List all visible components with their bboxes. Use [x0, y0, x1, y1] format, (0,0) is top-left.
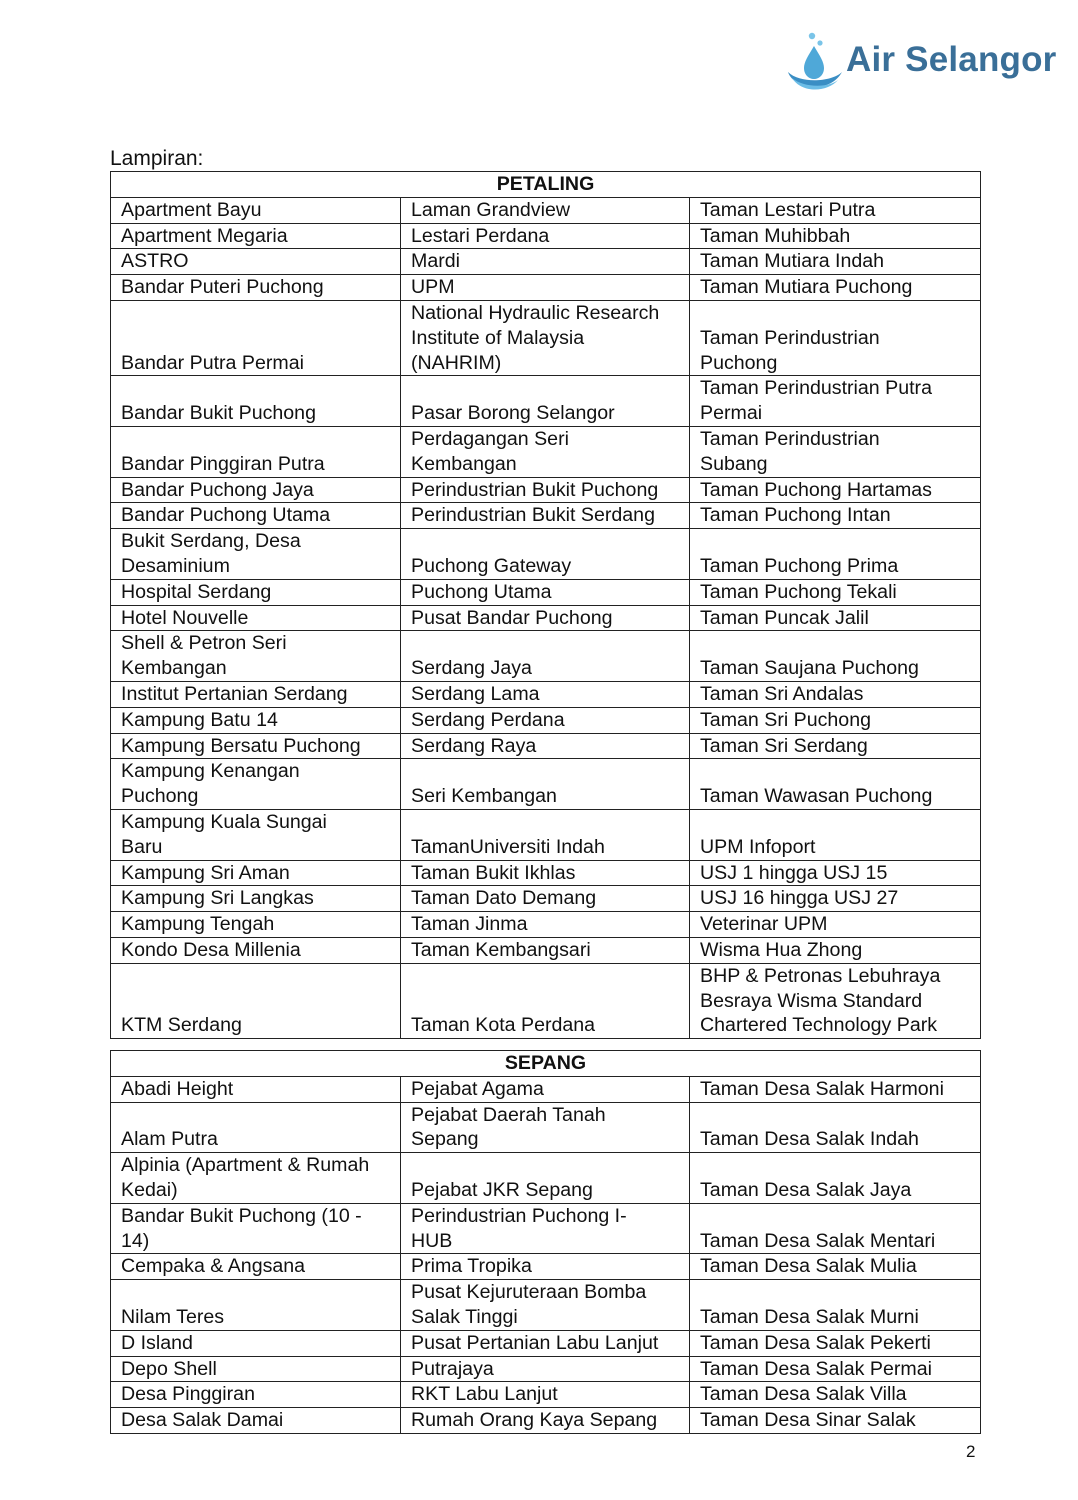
location-cell: Pusat Bandar Puchong — [401, 605, 690, 631]
location-cell: Serdang Jaya — [401, 631, 690, 682]
location-cell: Kondo Desa Millenia — [111, 937, 401, 963]
table-row — [111, 223, 981, 249]
location-cell: Puchong Utama — [401, 579, 690, 605]
location-cell: Taman Perindustrian Putra Permai — [690, 376, 981, 427]
location-cell: Serdang Perdana — [401, 707, 690, 733]
location-cell: Pejabat JKR Sepang — [401, 1153, 690, 1204]
table-row — [111, 275, 981, 301]
table-row — [111, 249, 981, 275]
location-cell: Taman Jinma — [401, 912, 690, 938]
location-cell: Taman Sri Serdang — [690, 733, 981, 759]
location-cell: Taman Desa Salak Jaya — [690, 1153, 981, 1204]
location-cell: Bandar Bukit Puchong (10 - 14) — [111, 1203, 401, 1254]
table-row — [111, 759, 981, 810]
location-cell: Bandar Puchong Jaya — [111, 477, 401, 503]
location-cell: Kampung Bersatu Puchong — [111, 733, 401, 759]
location-cell: Kampung Sri Aman — [111, 860, 401, 886]
brand-logo — [784, 30, 1074, 100]
table-row — [111, 886, 981, 912]
location-cell: Bandar Bukit Puchong — [111, 376, 401, 427]
location-cell: Mardi — [401, 249, 690, 275]
location-cell: Hotel Nouvelle — [111, 605, 401, 631]
table-row — [111, 1076, 981, 1102]
table-row — [111, 1102, 981, 1153]
location-cell: Depo Shell — [111, 1356, 401, 1382]
location-cell: Seri Kembangan — [401, 759, 690, 810]
location-cell: Bandar Putra Permai — [111, 300, 401, 375]
location-cell: Taman Desa Salak Pekerti — [690, 1330, 981, 1356]
location-cell: RKT Labu Lanjut — [401, 1382, 690, 1408]
table-row — [111, 1356, 981, 1382]
location-cell: UPM — [401, 275, 690, 301]
table-row — [111, 963, 981, 1038]
location-cell: Taman Perindustrian Subang — [690, 426, 981, 477]
table-row — [111, 860, 981, 886]
location-cell: Bandar Pinggiran Putra — [111, 426, 401, 477]
location-cell: Taman Mutiara Puchong — [690, 275, 981, 301]
location-cell: Abadi Height — [111, 1076, 401, 1102]
location-cell: Taman Desa Salak Permai — [690, 1356, 981, 1382]
location-cell: Serdang Lama — [401, 681, 690, 707]
location-cell: Pusat Pertanian Labu Lanjut — [401, 1330, 690, 1356]
table-row — [111, 426, 981, 477]
water-drop-logo-icon — [784, 30, 846, 96]
location-cell: Bandar Puchong Utama — [111, 503, 401, 529]
table-row — [111, 631, 981, 682]
location-cell: Taman Puchong Intan — [690, 503, 981, 529]
location-cell: Taman Sri Puchong — [690, 707, 981, 733]
location-cell: Apartment Bayu — [111, 197, 401, 223]
petaling-title: PETALING — [111, 172, 981, 198]
table-row — [111, 809, 981, 860]
table-row — [111, 1203, 981, 1254]
location-cell: Alpinia (Apartment & Rumah Kedai) — [111, 1153, 401, 1204]
location-cell: Putrajaya — [401, 1356, 690, 1382]
brand-name: Air Selangor — [846, 40, 1057, 79]
location-cell: Serdang Raya — [401, 733, 690, 759]
location-cell: USJ 1 hingga USJ 15 — [690, 860, 981, 886]
table-row — [111, 733, 981, 759]
sepang-title: SEPANG — [111, 1051, 981, 1077]
location-cell: Laman Grandview — [401, 197, 690, 223]
location-cell: Taman Desa Sinar Salak — [690, 1408, 981, 1434]
location-cell: Desa Salak Damai — [111, 1408, 401, 1434]
sepang-table — [110, 1050, 981, 1434]
petaling-table — [110, 171, 981, 1039]
location-cell: Taman Desa Salak Mulia — [690, 1254, 981, 1280]
table-row — [111, 912, 981, 938]
table-row — [111, 1280, 981, 1331]
location-cell: Taman Bukit Ikhlas — [401, 860, 690, 886]
table-row — [111, 529, 981, 580]
location-cell: Kampung Sri Langkas — [111, 886, 401, 912]
location-cell: Kampung Batu 14 — [111, 707, 401, 733]
location-cell: Taman Kota Perdana — [401, 963, 690, 1038]
location-cell: Taman Desa Salak Indah — [690, 1102, 981, 1153]
location-cell: Pejabat Agama — [401, 1076, 690, 1102]
location-cell: Taman Dato Demang — [401, 886, 690, 912]
location-cell: Perindustrian Bukit Puchong — [401, 477, 690, 503]
location-cell: Kampung Kuala Sungai Baru — [111, 809, 401, 860]
location-cell: Shell & Petron Seri Kembangan — [111, 631, 401, 682]
location-cell: Taman Puncak Jalil — [690, 605, 981, 631]
location-cell: Perindustrian Puchong I- HUB — [401, 1203, 690, 1254]
table-row — [111, 579, 981, 605]
table-row — [111, 300, 981, 375]
location-cell: Prima Tropika — [401, 1254, 690, 1280]
location-cell: Taman Desa Salak Villa — [690, 1382, 981, 1408]
location-cell: Taman Kembangsari — [401, 937, 690, 963]
location-cell: Bandar Puteri Puchong — [111, 275, 401, 301]
location-cell: Perindustrian Bukit Serdang — [401, 503, 690, 529]
table-row — [111, 503, 981, 529]
page-number: 2 — [966, 1442, 976, 1461]
location-cell: UPM Infoport — [690, 809, 981, 860]
location-cell: Taman Desa Salak Harmoni — [690, 1076, 981, 1102]
location-cell: Taman Wawasan Puchong — [690, 759, 981, 810]
location-cell: Taman Perindustrian Puchong — [690, 300, 981, 375]
location-cell: Desa Pinggiran — [111, 1382, 401, 1408]
location-cell: D Island — [111, 1330, 401, 1356]
table-row — [111, 376, 981, 427]
location-cell: Taman Puchong Hartamas — [690, 477, 981, 503]
table-row — [111, 1330, 981, 1356]
page-heading: Lampiran: — [110, 147, 204, 170]
table-row — [111, 707, 981, 733]
location-cell: Apartment Megaria — [111, 223, 401, 249]
location-cell: Taman Puchong Prima — [690, 529, 981, 580]
location-cell: Institut Pertanian Serdang — [111, 681, 401, 707]
location-cell: Kampung Kenangan Puchong — [111, 759, 401, 810]
location-cell: Puchong Gateway — [401, 529, 690, 580]
location-cell: Lestari Perdana — [401, 223, 690, 249]
location-cell: Taman Sri Andalas — [690, 681, 981, 707]
location-cell: Taman Muhibbah — [690, 223, 981, 249]
location-cell: Taman Puchong Tekali — [690, 579, 981, 605]
location-cell: KTM Serdang — [111, 963, 401, 1038]
location-cell: National Hydraulic Research Institute of Malaysia (NAHRIM) — [401, 300, 690, 375]
location-cell: Cempaka & Angsana — [111, 1254, 401, 1280]
location-cell: Taman Saujana Puchong — [690, 631, 981, 682]
table-row — [111, 937, 981, 963]
location-cell: Pejabat Daerah Tanah Sepang — [401, 1102, 690, 1153]
table-row — [111, 1408, 981, 1434]
table-row — [111, 477, 981, 503]
location-cell: Veterinar UPM — [690, 912, 981, 938]
location-cell: Wisma Hua Zhong — [690, 937, 981, 963]
location-cell: USJ 16 hingga USJ 27 — [690, 886, 981, 912]
location-cell: Taman Desa Salak Murni — [690, 1280, 981, 1331]
table-row — [111, 1254, 981, 1280]
location-cell: Nilam Teres — [111, 1280, 401, 1331]
location-cell: Hospital Serdang — [111, 579, 401, 605]
table-row — [111, 605, 981, 631]
location-cell: Rumah Orang Kaya Sepang — [401, 1408, 690, 1434]
location-cell: Kampung Tengah — [111, 912, 401, 938]
location-cell: Perdagangan Seri Kembangan — [401, 426, 690, 477]
location-cell: TamanUniversiti Indah — [401, 809, 690, 860]
location-cell: Pusat Kejuruteraan Bomba Salak Tinggi — [401, 1280, 690, 1331]
location-cell: Bukit Serdang, Desa Desaminium — [111, 529, 401, 580]
table-row — [111, 197, 981, 223]
table-row — [111, 1382, 981, 1408]
location-cell: Taman Lestari Putra — [690, 197, 981, 223]
location-cell: Taman Mutiara Indah — [690, 249, 981, 275]
location-cell: BHP & Petronas Lebuhraya Besraya Wisma Standard Chartered Technology Park — [690, 963, 981, 1038]
location-cell: Pasar Borong Selangor — [401, 376, 690, 427]
table-row — [111, 681, 981, 707]
location-cell: ASTRO — [111, 249, 401, 275]
table-row — [111, 1153, 981, 1204]
location-cell: Taman Desa Salak Mentari — [690, 1203, 981, 1254]
location-cell: Alam Putra — [111, 1102, 401, 1153]
